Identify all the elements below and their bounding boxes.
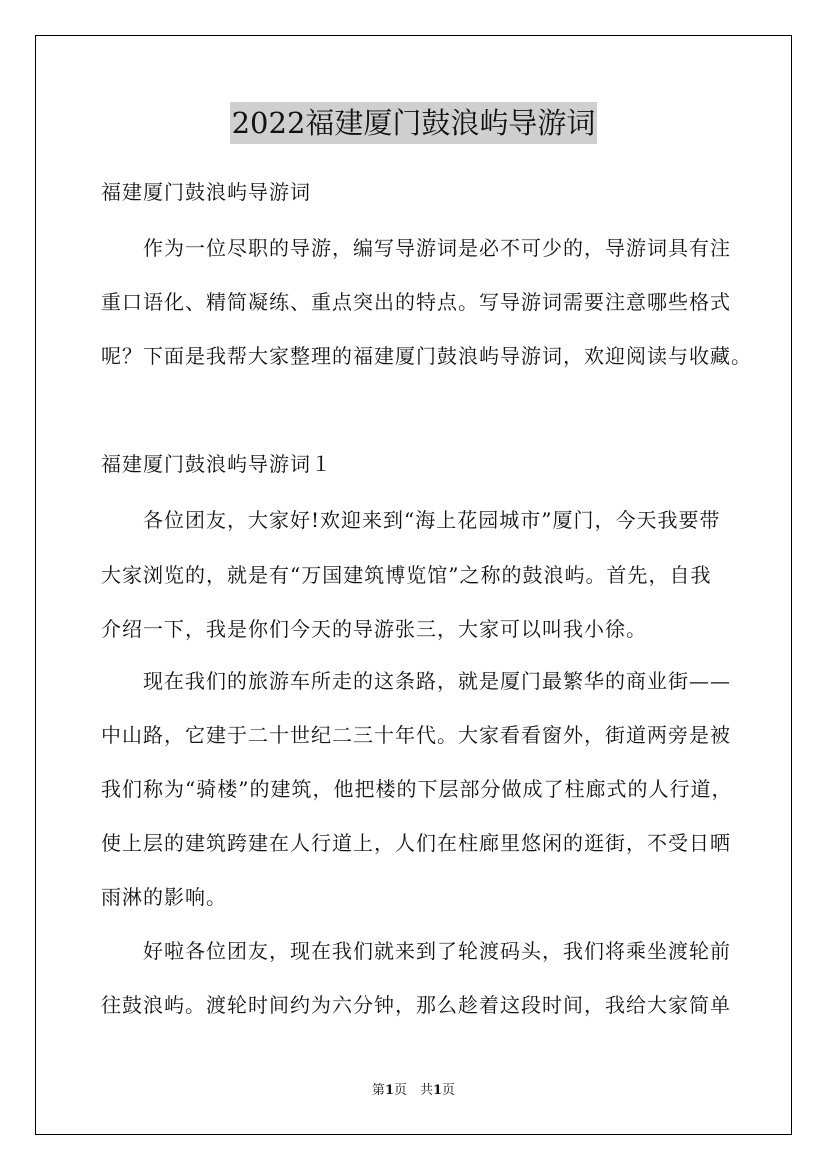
footer-mid: 页 共: [393, 1083, 433, 1098]
paragraph-line: 使上层的建筑跨建在人行道上，人们在柱廊里悠闲的逛街，不受日晒: [101, 831, 731, 855]
paragraph-line: 中山路，它建于二十世纪二三十年代。大家看看窗外，街道两旁是被: [101, 723, 731, 747]
intro-line: 呢？下面是我帮大家整理的福建厦门鼓浪屿导游词，欢迎阅读与收藏。: [101, 344, 752, 368]
footer-prefix: 第: [371, 1083, 385, 1098]
section-heading: 福建厦门鼓浪屿导游词１: [101, 452, 332, 476]
paragraph-line: 雨淋的影响。: [101, 885, 227, 909]
document-subtitle: 福建厦门鼓浪屿导游词: [101, 180, 311, 204]
page-footer: [0, 1082, 827, 1100]
paragraph-line: 好啦各位团友，现在我们就来到了轮渡码头，我们将乘坐渡轮前: [143, 939, 731, 963]
paragraph-line: 介绍一下，我是你们今天的导游张三，大家可以叫我小徐。: [101, 617, 647, 641]
paragraph-line: 大家浏览的，就是有“万国建筑博览馆”之称的鼓浪屿。首先，自我: [101, 563, 712, 587]
footer-total-pages: 1: [433, 1083, 443, 1098]
paragraph-line: 我们称为“骑楼”的建筑，他把楼的下层部分做成了柱廊式的人行道，: [101, 777, 733, 801]
document-title: 2022福建厦门鼓浪屿导游词: [230, 102, 598, 144]
paragraph-line: 各位团友，大家好!欢迎来到“海上花园城市”厦门，今天我要带: [143, 508, 721, 532]
footer-page-number: 1: [384, 1083, 394, 1098]
paragraph-line: 现在我们的旅游车所走的这条路，就是厦门最繁华的商业街——: [143, 669, 731, 693]
paragraph-line: 往鼓浪屿。渡轮时间约为六分钟，那么趁着这段时间，我给大家简单: [101, 993, 731, 1017]
title-container: [0, 102, 827, 144]
intro-line: 作为一位尽职的导游，编写导游词是必不可少的，导游词具有注: [143, 236, 731, 260]
intro-line: 重口语化、精简凝练、重点突出的特点。写导游词需要注意哪些格式: [101, 290, 731, 314]
footer-suffix: 页: [442, 1083, 456, 1098]
